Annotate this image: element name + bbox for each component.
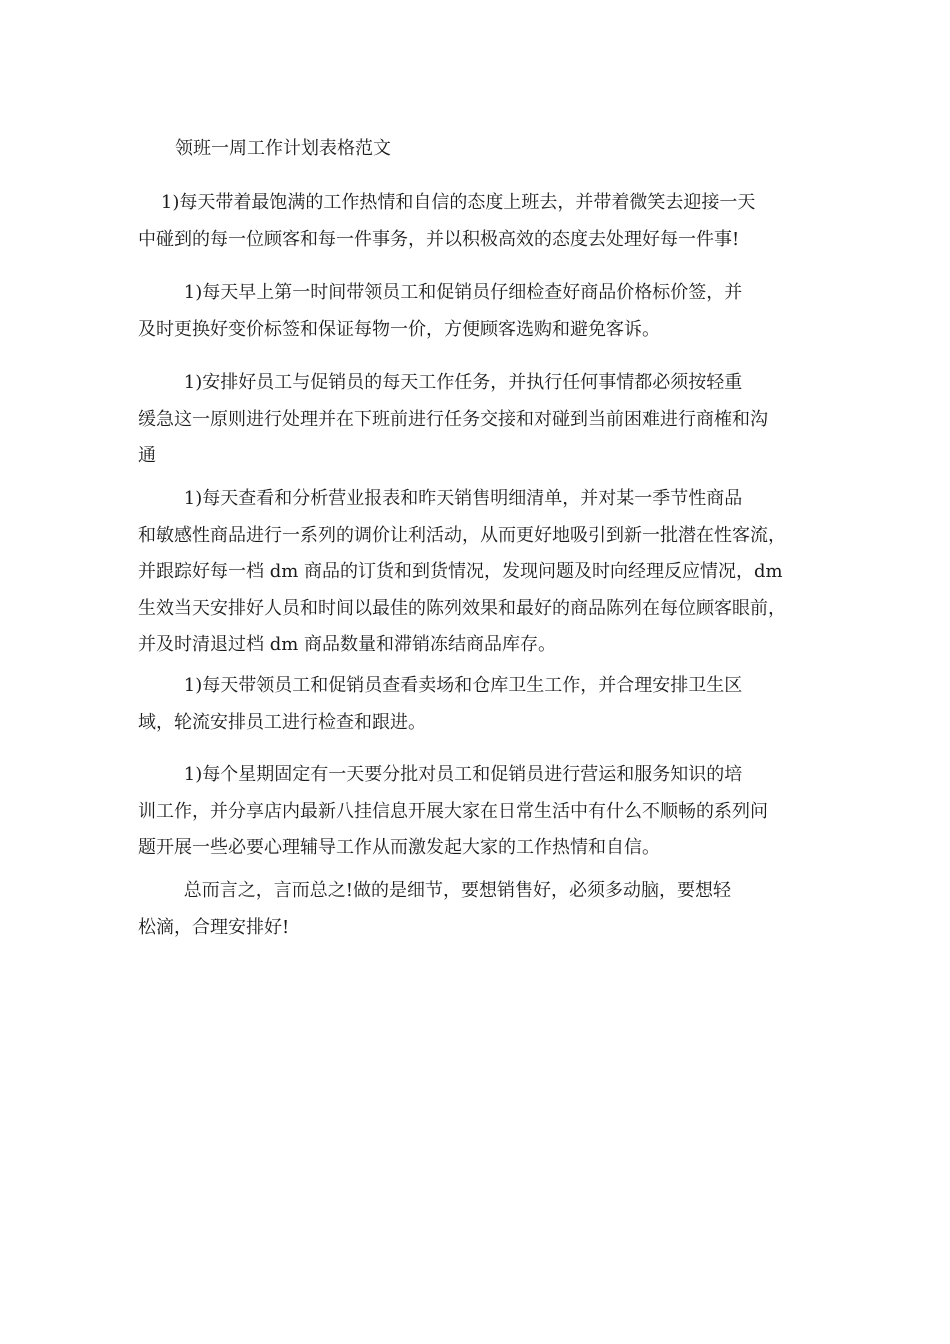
paragraph-line: 生效当天安排好人员和时间以最佳的陈列效果和最好的商品陈列在每位顾客眼前，	[138, 597, 786, 619]
paragraph-line: 松滴，合理安排好!	[138, 916, 290, 938]
paragraph-line: 1)每天查看和分析营业报表和昨天销售明细清单，并对某一季节性商品	[138, 488, 743, 509]
paragraph-line: 中碰到的每一位顾客和每一件事务，并以积极高效的态度去处理好每一件事!	[138, 228, 740, 250]
paragraph-line: 和敏感性商品进行一系列的调价让利活动，从而更好地吸引到新一批潜在性客流，	[138, 524, 786, 546]
paragraph-7	[138, 873, 818, 946]
paragraph-line: 及时更换好变价标签和保证每物一价，方便顾客选购和避免客诉。	[138, 318, 660, 340]
document-title: 领班一周工作计划表格范文	[175, 138, 391, 159]
paragraph-line: 总而言之，言而总之!做的是细节，要想销售好，必须多动脑，要想轻	[138, 880, 732, 901]
paragraph-2	[138, 275, 818, 348]
paragraph-6	[138, 757, 818, 867]
paragraph-line: 1)每天早上第一时间带领员工和促销员仔细检查好商品价格标价签，并	[138, 282, 743, 303]
paragraph-line: 通	[138, 445, 156, 466]
paragraph-line: 题开展一些必要心理辅导工作从而激发起大家的工作热情和自信。	[138, 837, 660, 858]
paragraph-1	[138, 185, 818, 258]
paragraph-line: 训工作，并分享店内最新八挂信息开展大家在日常生活中有什么不顺畅的系列问	[138, 800, 768, 822]
paragraph-line: 并及时清退过档 dm 商品数量和滞销冻结商品库存。	[138, 634, 557, 655]
paragraph-line: 1)安排好员工与促销员的每天工作任务，并执行任何事情都必须按轻重	[138, 372, 743, 393]
paragraph-line: 并跟踪好每一档 dm 商品的订货和到货情况，发现问题及时向经理反应情况，dm	[138, 561, 783, 582]
paragraph-line: 1)每个星期固定有一天要分批对员工和促销员进行营运和服务知识的培	[138, 764, 743, 785]
paragraph-line: 1)每天带着最饱满的工作热情和自信的态度上班去，并带着微笑去迎接一天	[138, 192, 756, 213]
paragraph-3	[138, 365, 818, 475]
paragraph-line: 缓急这一原则进行处理并在下班前进行任务交接和对碰到当前困难进行商榷和沟	[138, 408, 768, 430]
paragraph-line: 1)每天带领员工和促销员查看卖场和仓库卫生工作，并合理安排卫生区	[138, 675, 743, 696]
paragraph-5	[138, 668, 818, 741]
paragraph-line: 域，轮流安排员工进行检查和跟进。	[138, 711, 426, 733]
paragraph-4	[138, 481, 818, 664]
